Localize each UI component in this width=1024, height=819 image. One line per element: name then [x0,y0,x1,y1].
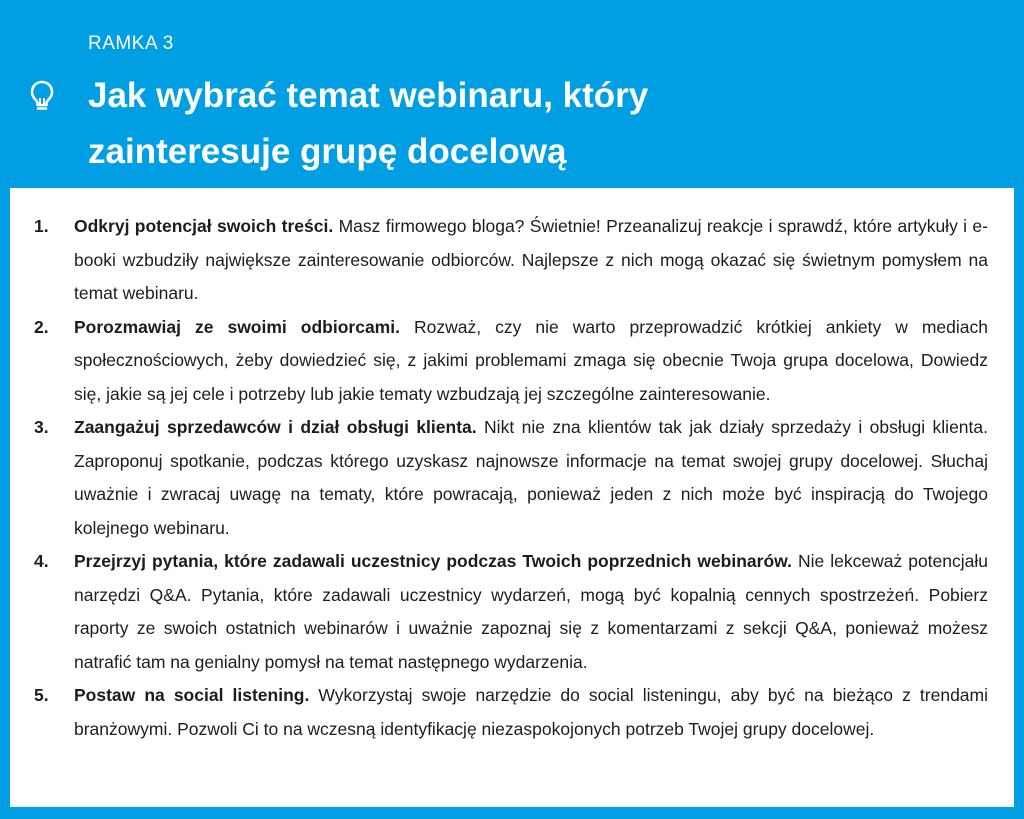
item-number: 5. [34,685,49,705]
item-heading: Przejrzyj pytania, które zadawali uczestnicy podczas Twoich poprzednich webinarów. [74,551,792,571]
lightbulb-icon [29,80,55,112]
item-text: Wykorzystaj swoje narzędzie do social listeningu, aby być na bieżąco z trendami branżowymi. Pozwoli Ci to na wczesną identyfikację niezaspokojonych potrzeb Twojej grupy docelowej. [74,685,988,739]
list-item [10,411,1014,545]
box-header [0,0,1024,188]
item-number: 1. [34,216,49,236]
item-heading: Postaw na social listening. [74,685,310,705]
item-text: Masz firmowego bloga? Świetnie! Przeanalizuj reakcje i sprawdź, które artykuły i e-booki wzbudziły największe zainteresowanie odbiorców. Najlepsze z nich mogą okazać się świetnym pomysłem na temat webinaru. [74,216,988,303]
item-heading: Zaangażuj sprzedawców i dział obsługi klienta. [74,417,477,437]
box-title: Jak wybrać temat webinaru, który zainteresuje grupę docelową [88,76,649,171]
item-text: Rozważ, czy nie warto przeprowadzić krótkiej ankiety w mediach społecznościowych, żeby dowiedzieć się, z jakimi problemami zmaga się obecnie Twoja grupa docelowa, Dowiedz się, jakie są jej cele i potrzeby lub jakie tematy wzbudzają jej szczególne zainteresowanie. [74,316,988,404]
item-text: Nie lekceważ potencjału narzędzi Q&A. Pytania, które zadawali uczestnicy wydarzeń, mogą być kopalnią cennych spostrzeżeń. Pobierz raporty ze swoich ostatnich webinarów i uważnie zapoznaj się z komentarzami z sekcji Q&A, ponieważ możesz natrafić tam na genialny pomysł na temat następnego wydarzenia. [74,551,988,672]
item-number: 2. [34,316,49,337]
box-content [10,188,1014,807]
list-item [10,311,1014,412]
item-heading: Porozmawiaj ze swoimi odbiorcami. [74,316,400,337]
item-number: 4. [34,551,49,571]
list-item [10,679,1014,746]
box-label: RAMKA 3 [88,33,174,54]
item-heading: Odkryj potencjał swoich treści. [74,216,334,236]
item-number: 3. [34,417,49,437]
list-item [10,545,1014,679]
list-item [10,210,1014,311]
tips-list [10,210,1014,746]
item-text: Nikt nie zna klientów tak jak działy sprzedaży i obsługi klienta. Zaproponuj spotkanie, podczas którego uzyskasz najnowsze informacje na temat swojej grupy docelowej. Słuchaj uważnie i zwracaj uwagę na tematy, które powracają, ponieważ jeden z nich może być inspiracją do Twojego kolejnego webinaru. [74,417,988,538]
